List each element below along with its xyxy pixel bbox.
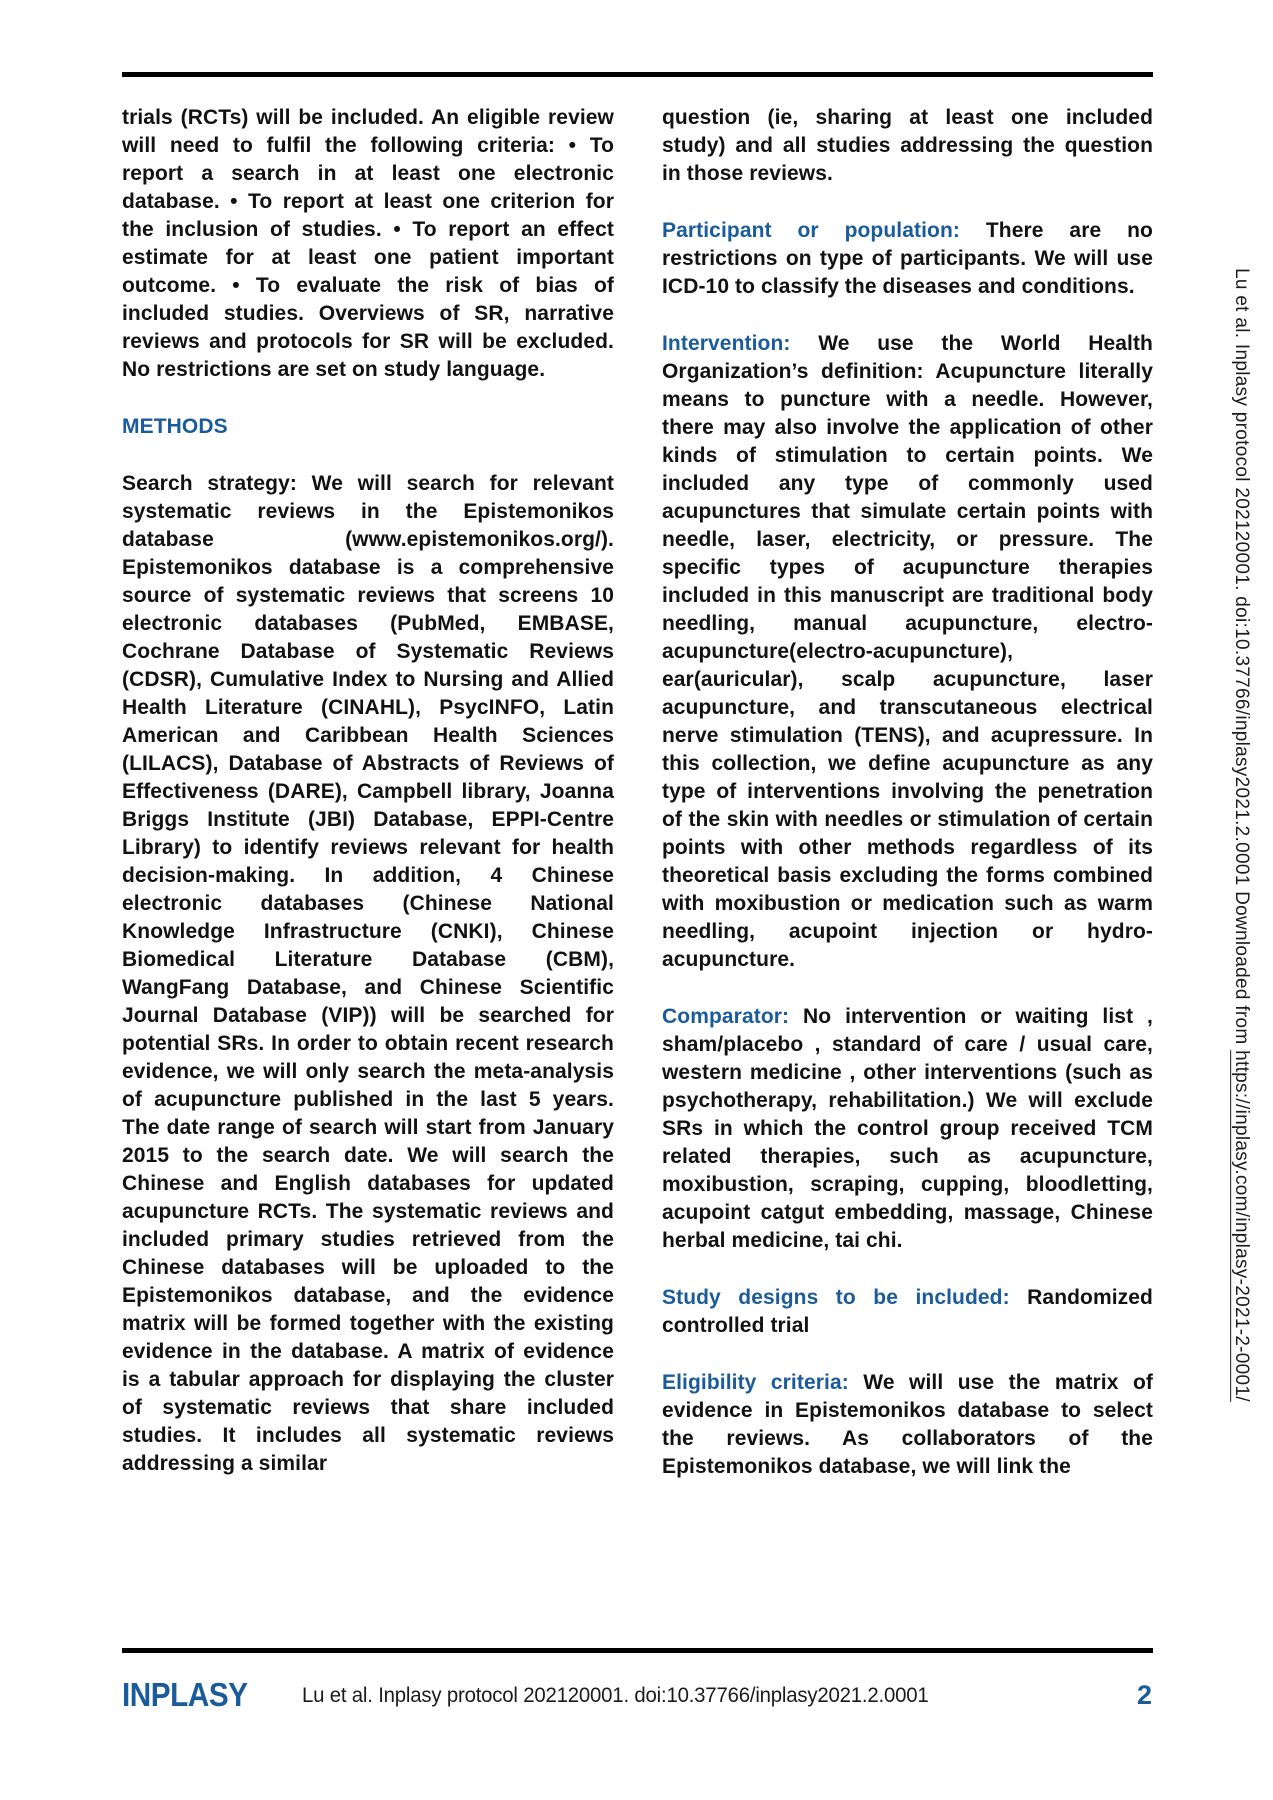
comparator-label: Comparator: xyxy=(662,1005,790,1028)
header-rule xyxy=(122,72,1153,77)
participant-label: Participant or population: xyxy=(662,219,960,242)
footer-citation: Lu et al. Inplasy protocol 202120001. doi:10.37766/inplasy2021.2.0001 xyxy=(302,1684,929,1707)
methods-heading: METHODS xyxy=(122,415,228,438)
participant-text: There are no restrictions on type of participants. We will use ICD-10 to classify the diseases and conditions. xyxy=(662,219,1153,298)
intro-paragraph: trials (RCTs) will be included. An eligible review will need to fulfil the following criteria: • To report a search in at least one electronic database. • To report at least one criterion for the inclusion of studies. • To report an effect estimate for at least one patient important outcome. • To evaluate the risk of bias of included studies. Overviews of SR, narrative reviews and protocols for SR will be excluded. No restrictions are set on study language. xyxy=(122,106,614,381)
inplasy-logo: INPLASY xyxy=(122,1676,248,1713)
sidebar-citation-text: Lu et al. Inplasy protocol 202120001. doi:10.37766/inplasy2021.2.0001 Downloaded from xyxy=(1231,268,1252,1051)
eligibility-label: Eligibility criteria: xyxy=(662,1371,849,1394)
vertical-citation-sidebar xyxy=(1228,268,1254,1558)
intervention-label: Intervention: xyxy=(662,332,791,355)
continuation-paragraph: question (ie, sharing at least one included study) and all studies addressing the question in those reviews. xyxy=(662,106,1153,185)
participant-paragraph xyxy=(662,217,1153,301)
study-designs-paragraph xyxy=(662,1284,1153,1340)
right-column xyxy=(662,104,1153,1510)
footer-rule xyxy=(122,1648,1153,1653)
study-designs-label: Study designs to be included: xyxy=(662,1286,1010,1309)
left-column xyxy=(122,104,614,1507)
intervention-text: We use the World Health Organization’s definition: Acupuncture literally means to puncture with a needle. However, there may also involve the application of other kinds of stimulation to certain points. We included any type of commonly used acupunctures that simulate certain points with needle, laser, electricity, or pressure. The specific types of acupuncture therapies included in this manuscript are traditional body needling, manual acupuncture, electro-acupuncture(electro-acupuncture), ear(auricular), scalp acupuncture, laser acupuncture, and transcutaneous electrical nerve stimulation (TENS), and acupressure. In this collection, we define acupuncture as any type of interventions involving the penetration of the skin with needles or stimulation of certain points with other methods regardless of its theoretical basis excluding the forms combined with moxibustion or medication such as warm needling, acupoint injection or hydro-acupuncture. xyxy=(662,332,1153,971)
search-strategy-paragraph: Search strategy: We will search for relevant systematic reviews in the Epistemonikos database (www.epistemonikos.org/). Epistemonikos database is a comprehensive source of systematic reviews that screens 10 electronic databases (PubMed, EMBASE, Cochrane Database of Systematic Reviews (CDSR), Cumulative Index to Nursing and Allied Health Literature (CINAHL), PsycINFO, Latin American and Caribbean Health Sciences (LILACS), Database of Abstracts of Reviews of Effectiveness (DARE), Campbell library, Joanna Briggs Institute (JBI) Database, EPPI-Centre Library) to identify reviews relevant for health decision-making. In addition, 4 Chinese electronic databases (Chinese National Knowledge Infrastructure (CNKI), Chinese Biomedical Literature Database (CBM), WangFang Database, and Chinese Scientific Journal Database (VIP)) will be searched for potential SRs. In order to obtain recent research evidence, we will only search the meta-analysis of acupuncture published in the last 5 years. The date range of search will start from January 2015 to the search date. We will search the Chinese and English databases for updated acupuncture RCTs. The systematic reviews and included primary studies retrieved from the Chinese databases will be uploaded to the Epistemonikos database, and the evidence matrix will be formed together with the existing evidence in the database. A matrix of evidence is a tabular approach for displaying the cluster of systematic reviews that share included studies. It includes all systematic reviews addressing a similar xyxy=(122,472,614,1475)
page-number: 2 xyxy=(1136,1680,1152,1710)
intervention-paragraph xyxy=(662,330,1153,974)
eligibility-paragraph xyxy=(662,1369,1153,1481)
study-designs-text: Randomized controlled trial xyxy=(662,1286,1153,1337)
eligibility-text: We will use the matrix of evidence in Epistemonikos database to select the reviews. As collaborators of the Epistemonikos database, we will link the xyxy=(662,1371,1153,1478)
sidebar-doi-link[interactable]: https://inplasy.com/inplasy-2021-2-0001/ xyxy=(1231,1050,1252,1402)
comparator-text: No intervention or waiting list , sham/placebo , standard of care / usual care, western medicine , other interventions (such as psychotherapy, rehabilitation.) We will exclude SRs in which the control group received TCM related therapies, such as acupuncture, moxibustion, scraping, cupping, bloodletting, acupoint catgut embedding, massage, Chinese herbal medicine, tai chi. xyxy=(662,1005,1153,1252)
comparator-paragraph xyxy=(662,1003,1153,1255)
